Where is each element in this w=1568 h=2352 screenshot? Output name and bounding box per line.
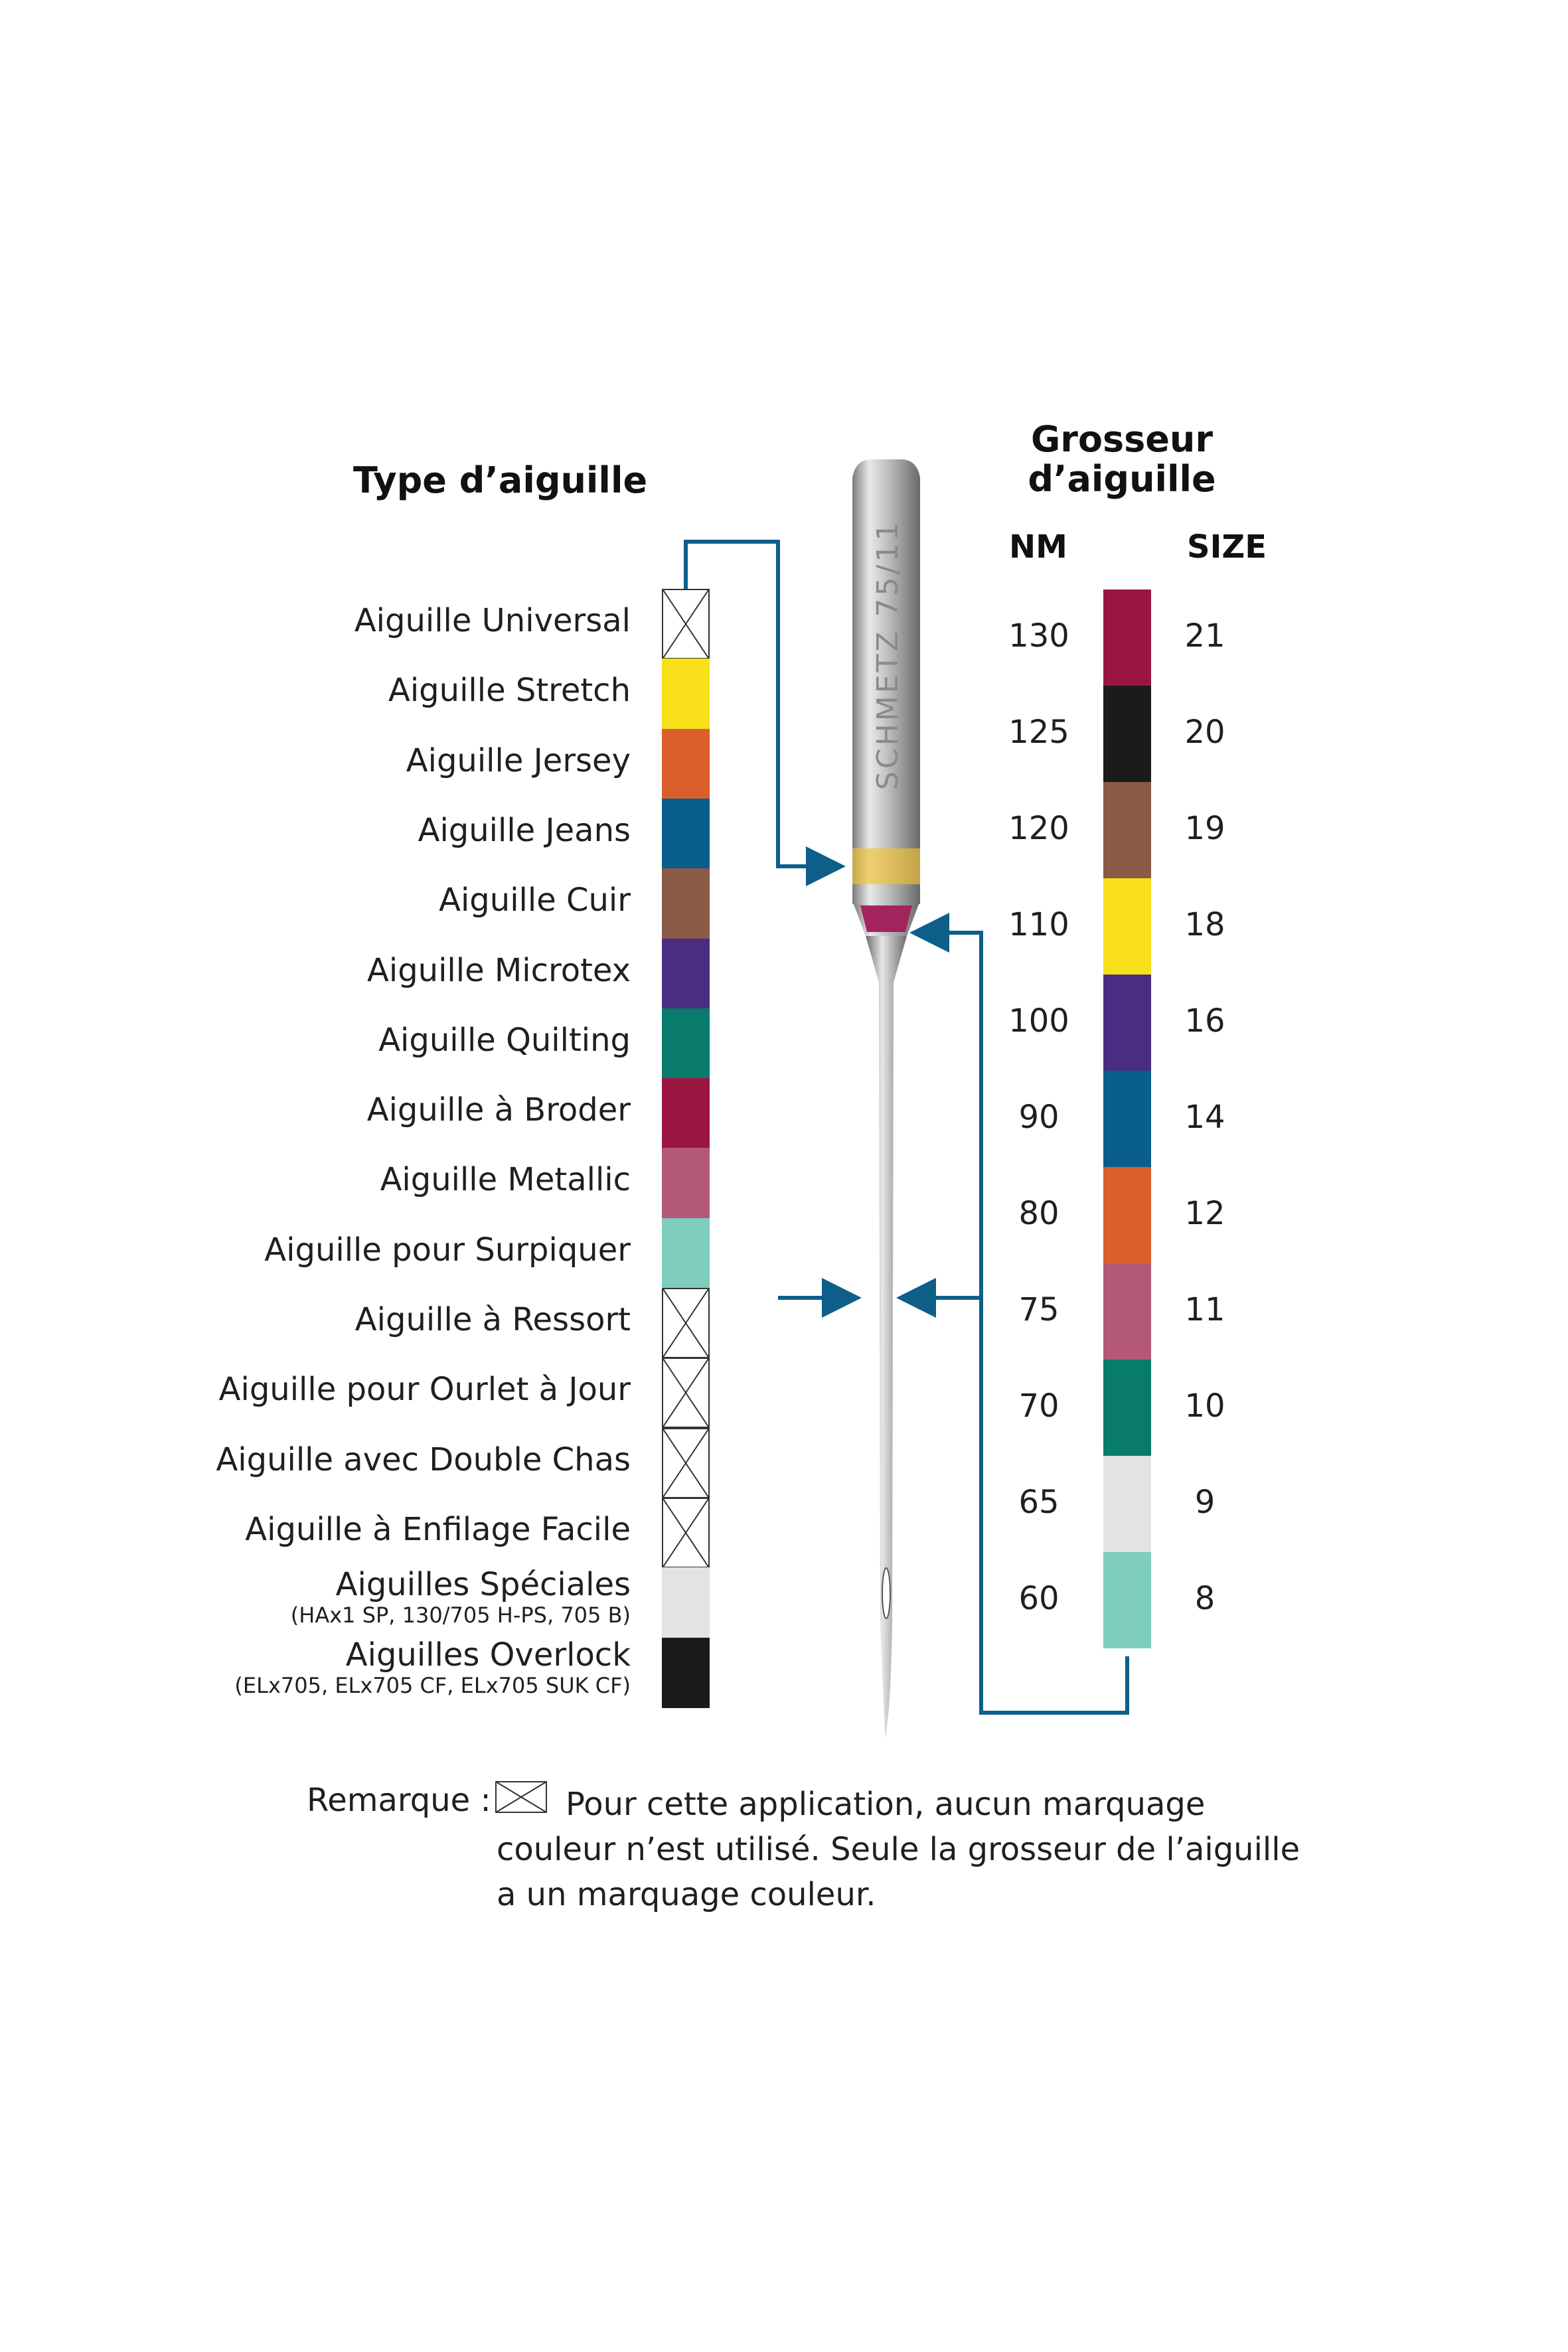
needle-type-models: (HAx1 SP, 130/705 H-PS, 705 B): [290, 1603, 631, 1628]
remark-line-3: a un marquage couleur.: [497, 1876, 876, 1913]
remark-line-1: Pour cette application, aucun marquage: [566, 1786, 1206, 1823]
needle-size-nm: 90: [1018, 1099, 1059, 1136]
needle-size-heading-line1: Grosseur: [1030, 418, 1214, 460]
needle-type-name: Aiguille pour Surpiquer: [264, 1231, 631, 1269]
needle-size-nm: 75: [1018, 1291, 1059, 1328]
needle-type-name: Aiguille Microtex: [367, 951, 631, 989]
needle-type-name: Aiguilles Overlock: [345, 1636, 631, 1674]
needle-size-nm: 110: [1008, 906, 1069, 943]
needle-type-name: Aiguille Cuir: [439, 882, 631, 919]
needle-type-name: Aiguille Stretch: [388, 672, 631, 710]
needle-size-us: 21: [1184, 617, 1225, 655]
needle-type-name: Aiguille Jersey: [406, 742, 631, 779]
needle-size-us: 19: [1184, 810, 1225, 847]
no-color-marking-icon: [495, 1780, 548, 1814]
needle-eye: [882, 1568, 890, 1618]
remark-line-2: couleur n’est utilisé. Seule la grosseur de l’aiguille: [497, 1831, 1300, 1868]
needle-size-us: 14: [1184, 1099, 1225, 1136]
size-column-header: SIZE: [1187, 528, 1267, 566]
needle-size-nm: 125: [1008, 714, 1069, 751]
needle-size-nm: 70: [1018, 1387, 1059, 1425]
needle-type-models: (ELx705, ELx705 CF, ELx705 SUK CF): [234, 1672, 631, 1698]
needle-size-us: 11: [1184, 1291, 1225, 1328]
needle-type-name: Aiguille avec Double Chas: [216, 1441, 631, 1478]
needle-size-us: 12: [1184, 1195, 1225, 1232]
needle-imprint: SCHMETZ 75/11: [871, 519, 905, 790]
needle-size-nm: 65: [1018, 1484, 1059, 1521]
remark-label: Remarque :: [307, 1782, 491, 1819]
needle-size-band: [860, 905, 912, 932]
needle-size-heading-line2: d’aiguille: [1028, 458, 1216, 500]
needle-type-name: Aiguille pour Ourlet à Jour: [218, 1371, 631, 1409]
needle-type-heading: Type d’aiguille: [353, 459, 648, 501]
needle-size-us: 18: [1184, 906, 1225, 943]
needle-type-name: Aiguille Jeans: [418, 811, 631, 849]
needle-type-name: Aiguilles Spéciales: [335, 1566, 631, 1604]
needle-type-name: Aiguille à Enfilage Facile: [245, 1510, 631, 1548]
needle-size-us: 8: [1194, 1580, 1215, 1617]
needle-type-name: Aiguille Metallic: [380, 1161, 631, 1199]
needle-size-us: 16: [1184, 1002, 1225, 1040]
needle-type-name: Aiguille Quilting: [378, 1021, 631, 1059]
needle-size-nm: 100: [1008, 1002, 1069, 1040]
needle-size-us: 10: [1184, 1387, 1225, 1425]
needle-size-us: 9: [1194, 1484, 1215, 1521]
needle-size-nm: 60: [1018, 1580, 1059, 1617]
needle-size-nm: 80: [1018, 1195, 1059, 1232]
needle-type-name: Aiguille à Ressort: [354, 1301, 631, 1338]
nm-column-header: NM: [1009, 528, 1067, 566]
size-connector-arrow: [917, 933, 1127, 1713]
needle-size-nm: 120: [1008, 810, 1069, 847]
needle-type-name: Aiguille à Broder: [366, 1091, 631, 1129]
type-connector-arrow: [686, 542, 838, 866]
needle-size-nm: 130: [1008, 617, 1069, 655]
needle-size-us: 20: [1184, 714, 1225, 751]
needle-type-name: Aiguille Universal: [354, 602, 631, 639]
